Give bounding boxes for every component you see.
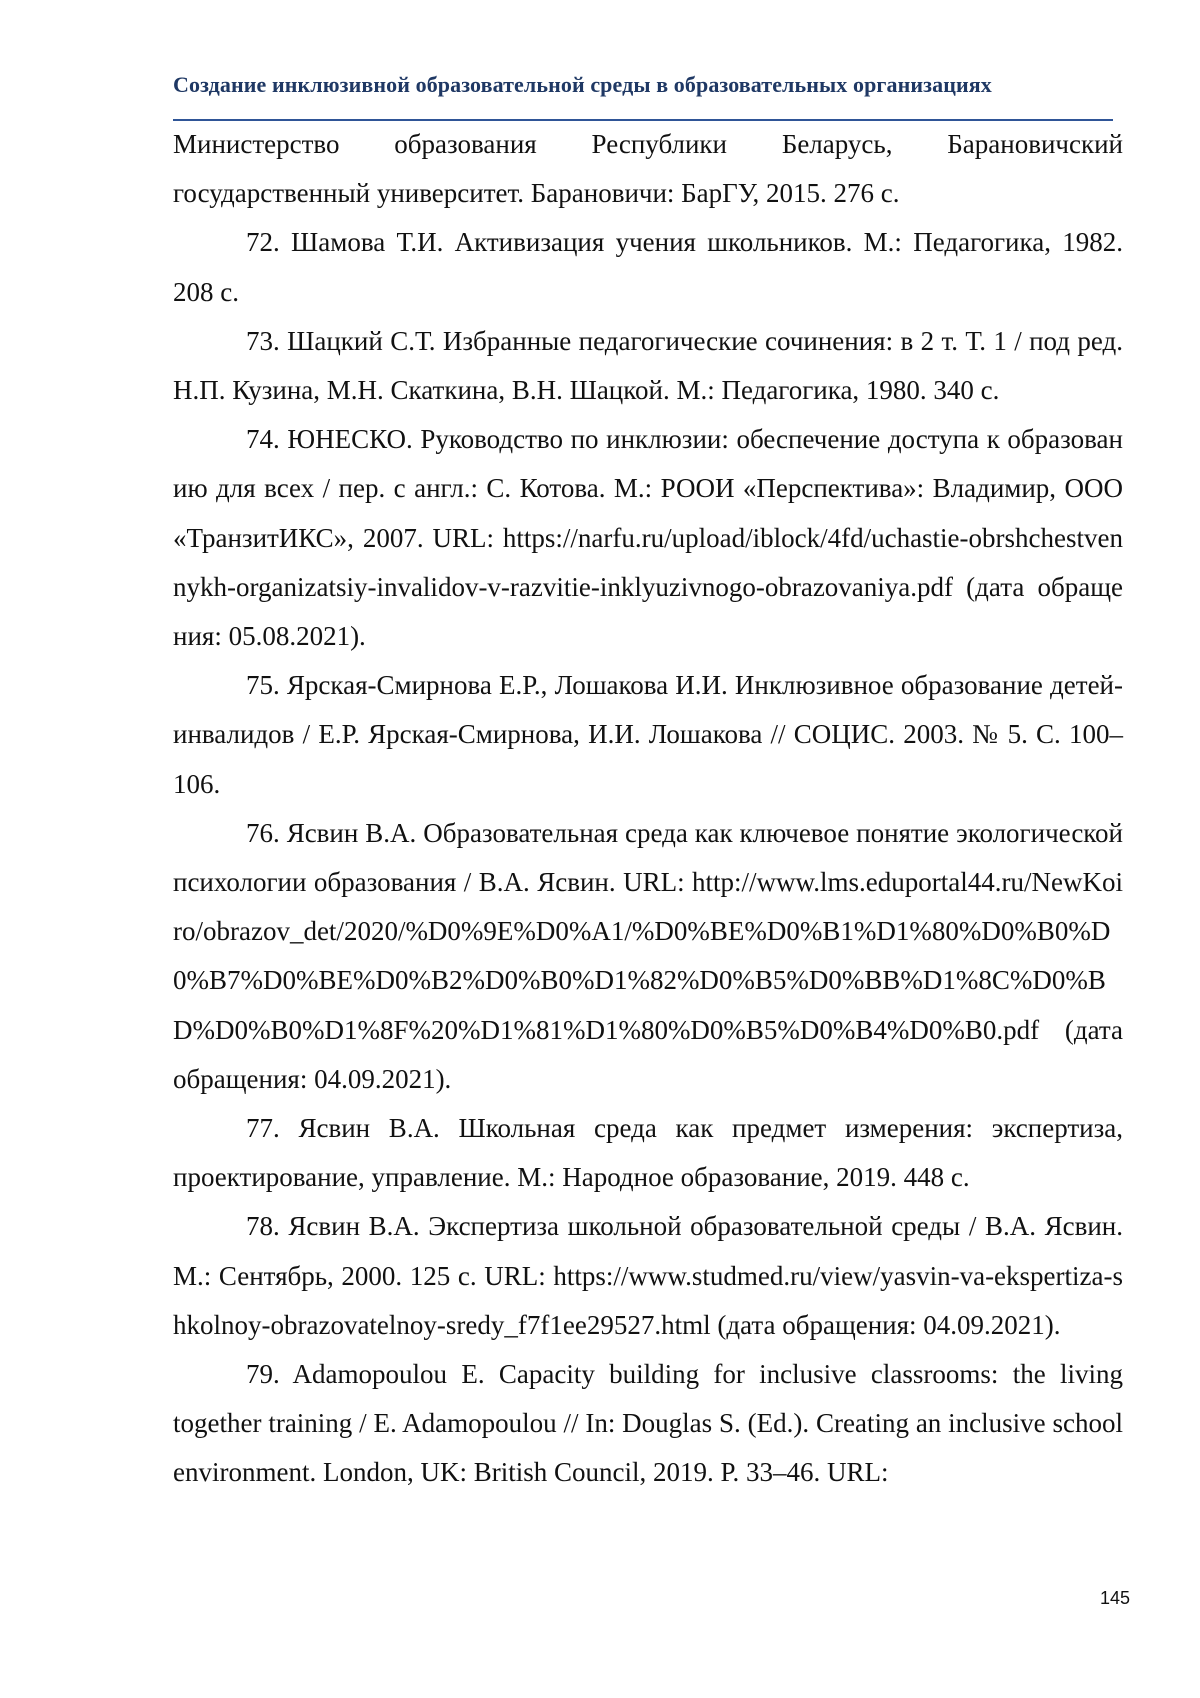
bibliography-body: [173, 120, 1123, 1498]
running-header: Создание инклюзивной образовательной среды в образовательных организациях: [173, 72, 992, 97]
reference-item-72: 72. Шамова Т.И. Активизация учения школьников. М.: Педагогика, 1982. 208 с.: [173, 227, 1123, 307]
reference-item-74: 74. ЮНЕСКО. Руководство по инклюзии: обеспечение доступа к образованию для всех / пер. с англ.: С. Котова. М.: РООИ «Перспектива»: Владимир, ООО «ТранзитИКС», 2007. URL: https://narfu.ru/upload/iblock/4fd/uchastie-obrshchestvennykh-organizatsiy-invalidov-v-razvitie-inklyuzivnogo-obrazovaniya.pdf (дата обращения: 05.08.2021).: [173, 424, 1123, 652]
reference-item-79: 79. Adamopoulou E. Capacity building for inclusive classrooms: the living together training / E. Adamopoulou // In: Douglas S. (Ed.). Creating an inclusive school environment. London, UK: British Council, 2019. P. 33–46. URL:: [173, 1359, 1123, 1488]
page-number: 145: [1099, 1588, 1130, 1608]
reference-item-78: 78. Ясвин В.А. Экспертиза школьной образовательной среды / В.А. Ясвин. М.: Сентябрь, 2000. 125 с. URL: https://www.studmed.ru/view/yasvin-va-ekspertiza-shkolnoy-obrazovatelnoy-sredy_f7f1ee29527.html (дата обращения: 04.09.2021).: [173, 1211, 1123, 1340]
reference-item-73: 73. Шацкий С.Т. Избранные педагогические сочинения: в 2 т. Т. 1 / под ред. Н.П. Кузина, М.Н. Скаткина, В.Н. Шацкой. М.: Педагогика, 1980. 340 с.: [173, 325, 1123, 406]
reference-item-75: 75. Ярская-Смирнова Е.Р., Лошакова И.И. Инклюзивное образование детей-инвалидов / Е.Р. Ярская-Смирнова, И.И. Лошакова // СОЦИС. 2003. № 5. С. 100–106.: [173, 670, 1123, 799]
reference-continuation: Министерство образования Республики Беларусь, Барановичский государственный университет. Барановичи: БарГУ, 2015. 276 с.: [173, 129, 1123, 209]
reference-item-76: 76. Ясвин В.А. Образовательная среда как ключевое понятие экологической психологии образования / В.А. Ясвин. URL: http://www.lms.eduportal44.ru/NewKoiro/obrazov_det/2020/%D0%9E%D0%A1/%D0%BE%D0%B1%D1%80%D0%B0%D0%B7%D0%BE%D0%B2%D0%B0%D1%82%D0%B5%D0%BB%D1%8C%D0%BD%D0%B0%D1%8F%20%D1%81%D1%80%D0%B5%D0%B4%D0%B0.pdf (дата обращения: 04.09.2021).: [173, 817, 1123, 1094]
reference-item-77: 77. Ясвин В.А. Школьная среда как предмет измерения: экспертиза, проектирование, управление. М.: Народное образование, 2019. 448 с.: [173, 1113, 1123, 1193]
